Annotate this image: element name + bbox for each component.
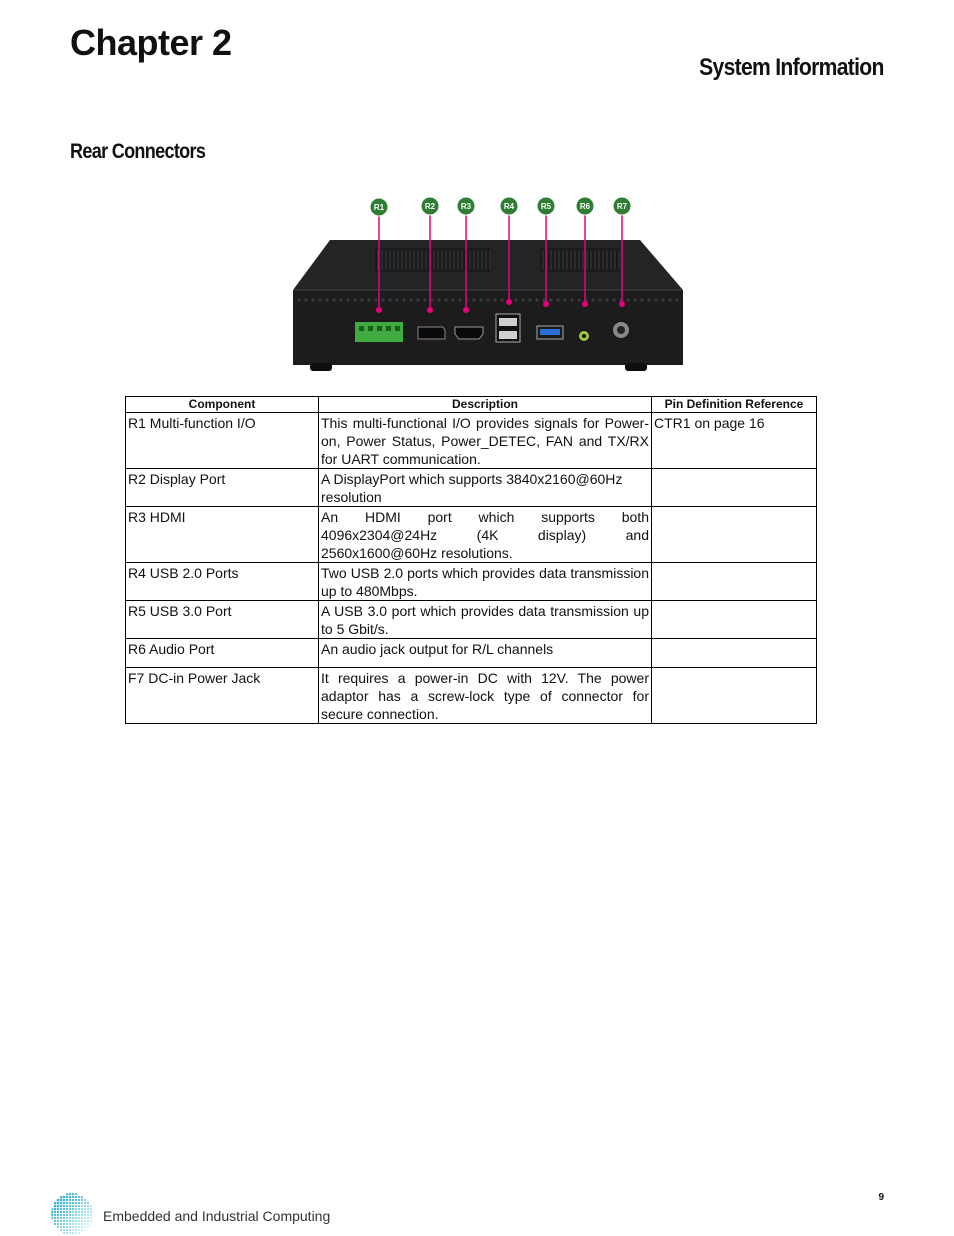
component-cell: R4 USB 2.0 Ports [126,563,319,601]
reference-cell: CTR1 on page 16 [652,413,817,469]
component-cell: R1 Multi-function I/O [126,413,319,469]
rear-connectors-figure [285,190,685,375]
reference-cell [652,563,817,601]
multifunction-io-connector [355,322,403,342]
hdmi-connector [455,327,483,339]
reference-cell [652,601,817,639]
svg-text:R6: R6 [579,202,591,211]
table-row [126,413,817,469]
audio-jack [579,331,589,341]
callout-r2 [421,197,439,215]
reference-cell [652,639,817,668]
svg-text:R3: R3 [460,202,472,211]
section-title: System Information [699,54,884,81]
callout-r3 [457,197,475,215]
callout-r7 [613,197,631,215]
description-cell: It requires a power-in DC with 12V. The power adaptor has a screw-lock type of connector for secure connection. [319,668,652,724]
rear-connectors-table [125,396,817,724]
displayport-connector [418,327,445,339]
table-row [126,563,817,601]
svg-text:R7: R7 [616,202,628,211]
description-cell: This multi-functional I/O provides signals for Power-on, Power Status, Power_DETEC, FAN and TX/RX for UART communication. [319,413,652,469]
dc-in-jack [613,322,629,338]
chassis-foot-right [625,363,647,371]
description-cell: An audio jack output for R/L channels [319,639,652,668]
chassis-foot-left [310,363,332,371]
svg-text:R1: R1 [373,203,385,212]
callout-r1 [370,198,388,216]
component-cell: R6 Audio Port [126,639,319,668]
column-header-component: Component [126,397,319,413]
usb2-ports [496,314,520,342]
usb3-port [537,326,563,339]
component-cell: R5 USB 3.0 Port [126,601,319,639]
description-cell: Two USB 2.0 ports which provides data transmission up to 480Mbps. [319,563,652,601]
table-row [126,601,817,639]
svg-text:R4: R4 [503,202,515,211]
column-header-description: Description [319,397,652,413]
description-cell: A USB 3.0 port which provides data transmission up to 5 Gbit/s. [319,601,652,639]
description-cell: A DisplayPort which supports 3840x2160@60Hz resolution [319,469,652,507]
table-row [126,507,817,563]
table-header-row [126,397,817,413]
callout-r6 [576,197,594,215]
reference-cell [652,469,817,507]
column-header-reference: Pin Definition Reference [652,397,817,413]
svg-text:R5: R5 [540,202,552,211]
reference-cell [652,507,817,563]
subsection-title: Rear Connectors [70,140,206,163]
callout-badges [370,197,631,216]
chapter-heading: Chapter 2 [70,22,232,63]
table-row [126,668,817,724]
component-cell: R2 Display Port [126,469,319,507]
svg-text:R2: R2 [424,202,436,211]
footer-tagline: Embedded and Industrial Computing [103,1208,331,1224]
component-cell: R3 HDMI [126,507,319,563]
page-number: 9 [878,1192,884,1203]
component-cell: F7 DC-in Power Jack [126,668,319,724]
table-row [126,469,817,507]
description-cell: An HDMI port which supports both 4096x2304@24Hz (4K display) and 2560x1600@60Hz resolutions. [319,507,652,563]
callout-r4 [500,197,518,215]
reference-cell [652,668,817,724]
company-logo-icon [50,1192,94,1236]
callout-r5 [537,197,555,215]
top-vent-right [540,248,620,272]
table-row [126,639,817,668]
